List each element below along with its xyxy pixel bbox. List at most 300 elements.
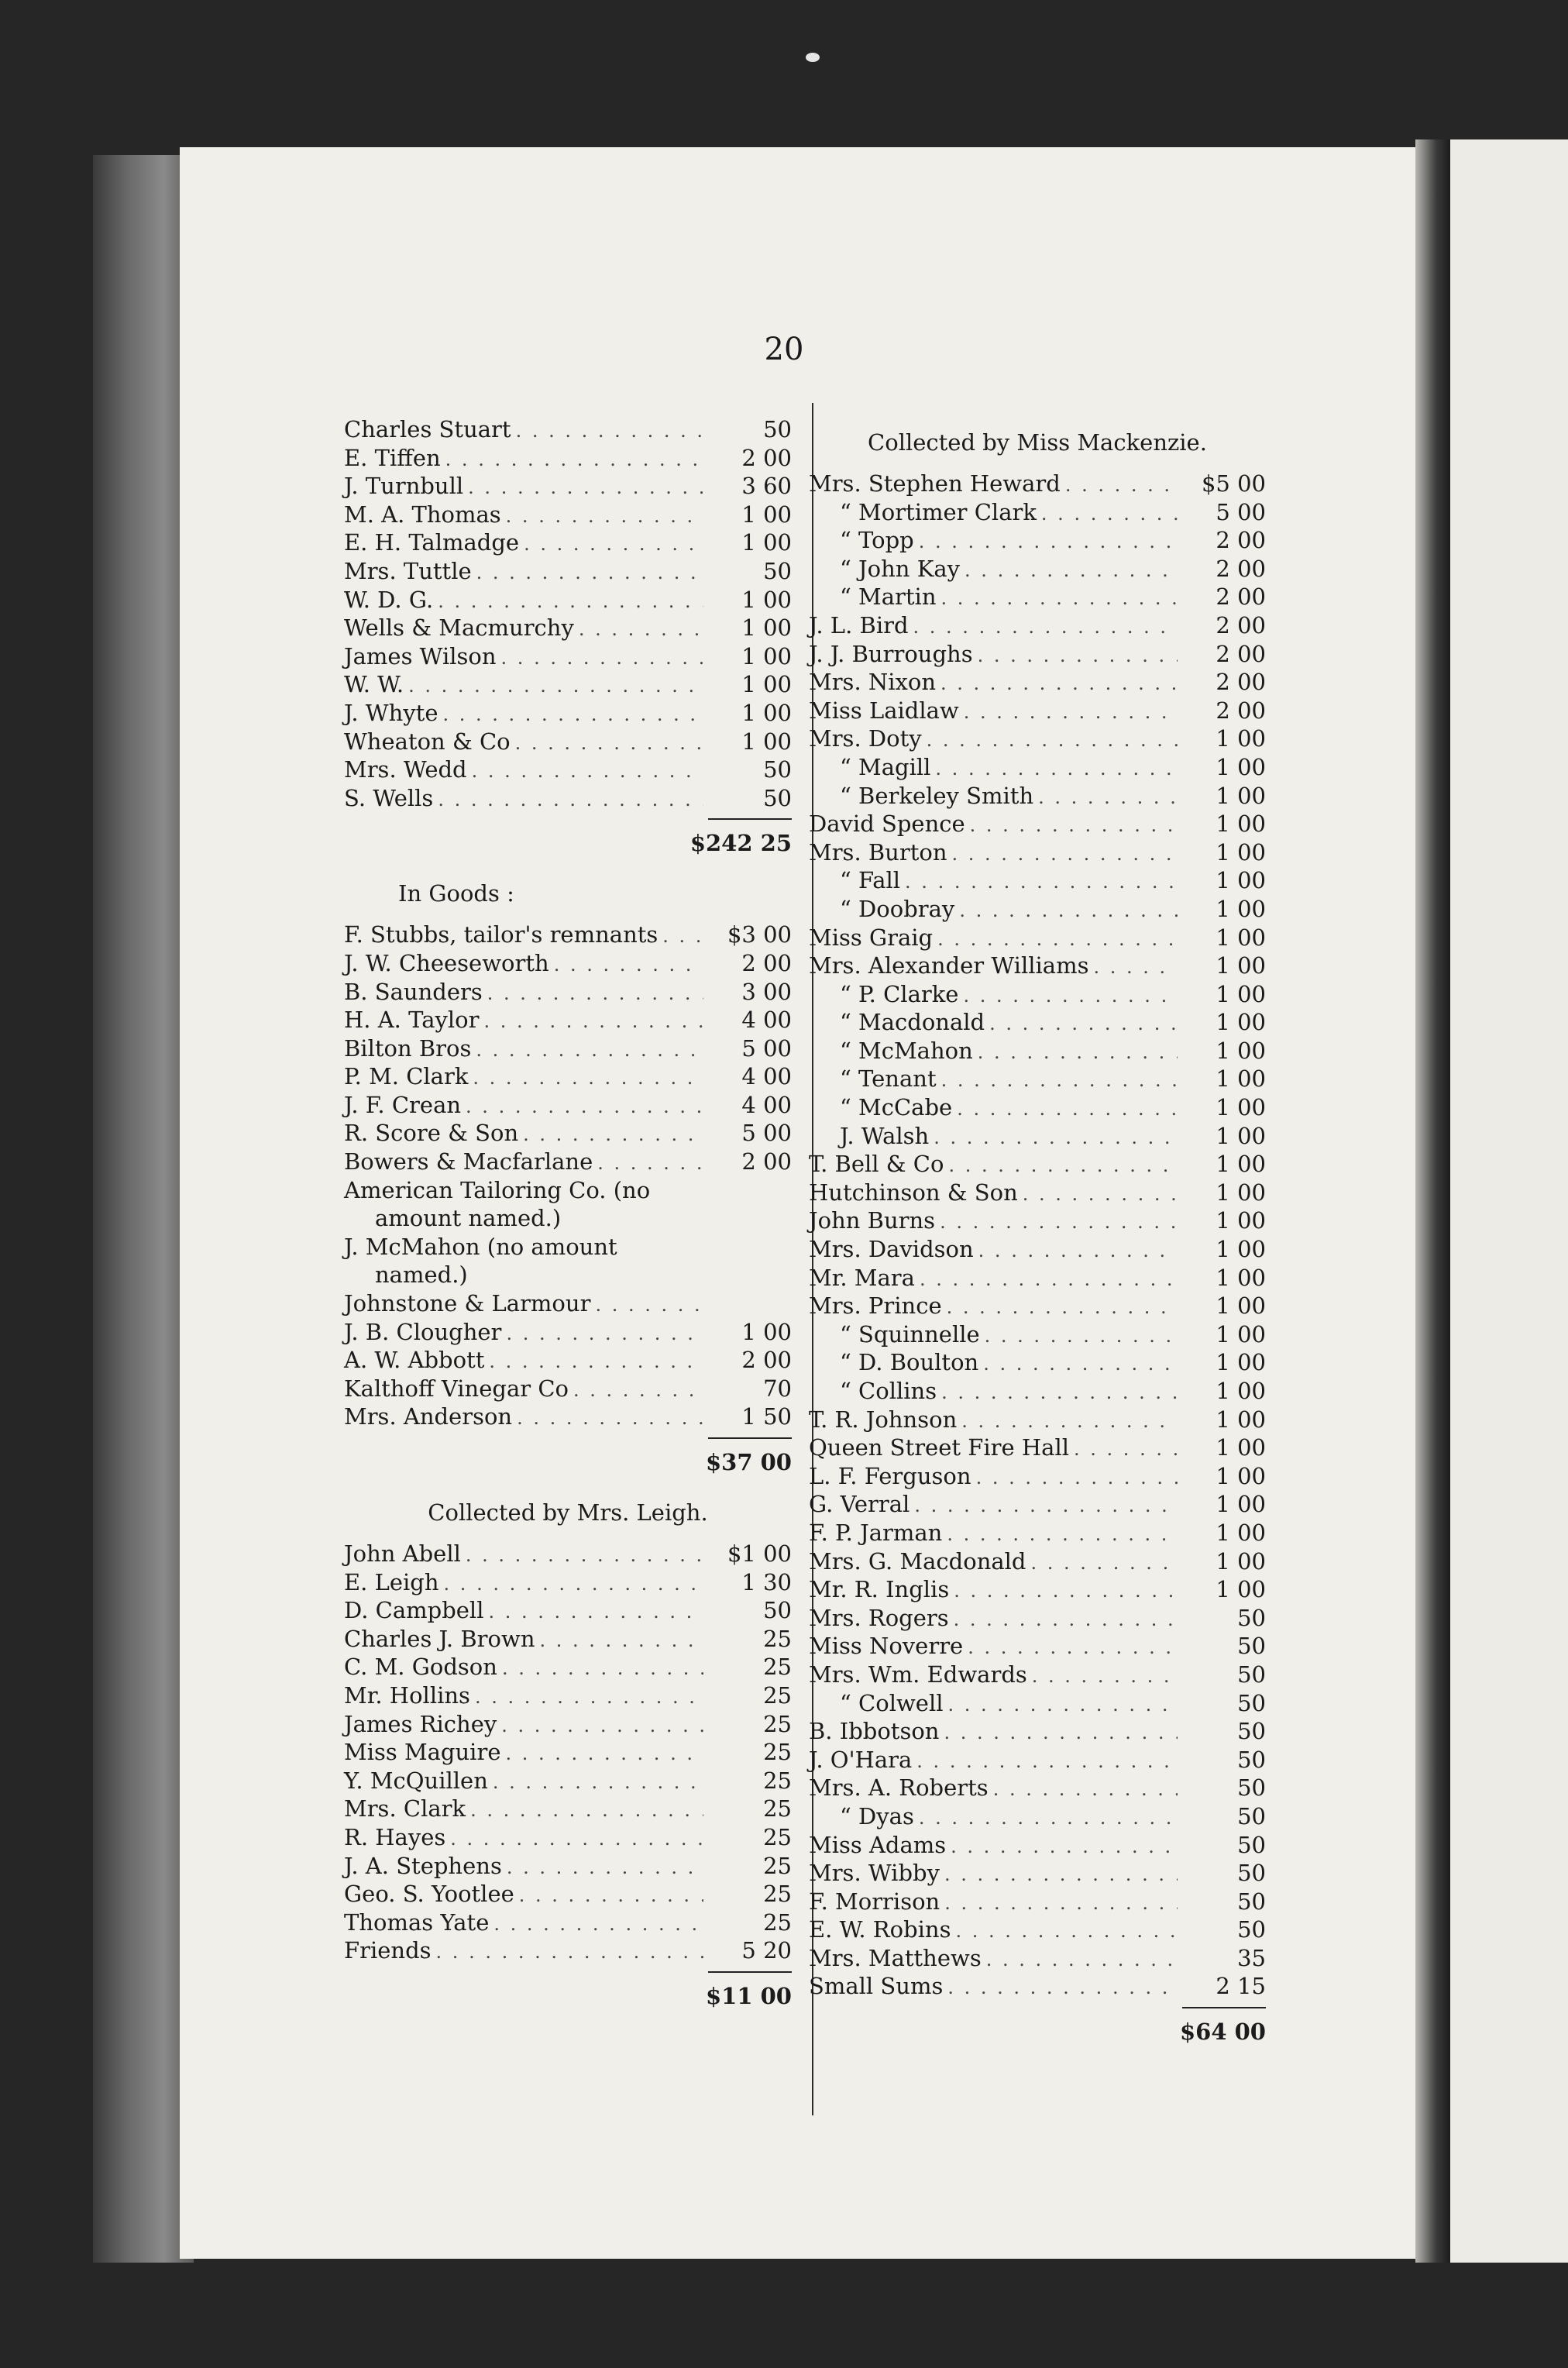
dot-leader [976,1464,1178,1492]
dot-leader [443,700,704,729]
contribution-amount: 1 00 [1216,1292,1266,1320]
contribution-amount: 3 00 [741,978,792,1005]
dot-leader [989,1010,1178,1038]
contributor-name: David Spence [809,811,965,838]
dot-leader [957,1095,1178,1124]
dot-leader [445,446,703,474]
contribution-amount: 1 00 [741,642,792,669]
contribution-amount: 1 00 [1216,1094,1266,1121]
dot-leader [1032,1662,1178,1691]
contributor-name: Mr. Mara [809,1264,915,1291]
list-item [809,1235,1266,1264]
dot-leader [468,473,703,502]
list-item [809,1434,1266,1462]
contributor-name: J. Whyte [344,699,438,726]
contributor-name: E. H. Talmadge [344,529,520,556]
contributor-name: F. Stubbs, tailor's remnants [344,921,658,948]
contribution-amount: 35 [1237,1944,1266,1971]
list-item [809,1944,1266,1973]
dot-leader [934,1124,1178,1152]
contribution-amount: 1 00 [1216,1378,1266,1404]
dot-leader [573,1376,703,1405]
contributor-name: T. Bell & Co [809,1151,944,1178]
contributor-name: Mrs. Clark [344,1795,466,1822]
contributor-name: “ John Kay [840,555,961,582]
list-item [344,472,792,501]
dot-leader [963,982,1178,1010]
contributor-name: J. A. Stephens [344,1852,502,1879]
list-item [809,526,1266,555]
list-item [809,555,1266,583]
contributor-name: D. Campbell [344,1597,484,1624]
contributor-name: Miss Maguire [344,1739,501,1766]
contributor-name: Kalthoff Vinegar Co [344,1375,569,1402]
list-item [809,1008,1266,1037]
dot-leader [506,1320,703,1348]
dot-leader [438,786,703,814]
dot-leader [955,1917,1178,1946]
contribution-amount: 2 15 [1216,1973,1266,2000]
contribution-amount: 25 [763,1823,792,1850]
dot-leader [436,1938,703,1967]
dot-leader [595,1291,703,1320]
contributor-name: Mrs. Wibby [809,1860,940,1887]
dot-leader [493,1910,703,1939]
dot-leader [944,1719,1178,1747]
contributor-name: Mrs. Doty [809,725,922,752]
list-item [344,1653,792,1681]
contributor-name: Bowers & Macfarlane [344,1148,593,1175]
dot-leader [947,1974,1178,2002]
contributor-name: Mrs. Wedd [344,756,467,783]
contributor-name: Miss Graig [809,924,934,951]
list-item [809,1320,1266,1349]
dot-leader [502,1654,703,1683]
dot-leader [1065,471,1178,500]
contributor-name: P. M. Clark [344,1063,469,1090]
contribution-amount: 1 00 [1216,838,1266,866]
list-item [809,1093,1266,1122]
contributor-name: “ Fall [840,867,901,894]
contribution-amount: 2 00 [1216,611,1266,638]
list-item [344,1006,792,1034]
contribution-amount: 50 [763,756,792,783]
list-item [344,1852,792,1881]
list-item [344,1403,792,1431]
contribution-amount: 4 00 [741,1091,792,1118]
dot-leader [488,1598,703,1626]
list-item [809,866,1266,895]
contribution-amount: 50 [1237,1802,1266,1829]
list-item [809,1604,1266,1633]
list-item [344,1710,792,1739]
dot-leader [941,1378,1178,1407]
contribution-amount: 1 00 [1216,1264,1266,1291]
contribution-amount: 25 [763,1710,792,1737]
list-item [344,528,792,557]
contributor-name: “ Martin [840,583,937,611]
contribution-amount: 25 [763,1852,792,1879]
dot-leader [444,1570,703,1599]
dot-leader [941,584,1178,613]
contribution-amount: 1 00 [1216,1065,1266,1093]
dot-leader [927,726,1178,755]
goods-total [344,1437,792,1485]
contributor-name: Friends [344,1937,432,1964]
dot-leader [523,1120,703,1149]
goods-heading: In Goods : [398,880,514,907]
contributor-name: Mrs. Alexander Williams [809,952,1089,979]
contribution-amount: 1 00 [1216,867,1266,894]
dot-leader [524,530,703,559]
dot-leader [466,1093,703,1121]
list-item [809,1972,1266,2001]
list-item [344,1176,792,1233]
contributor-name: “ Macdonald [840,1009,985,1036]
dot-leader [476,1036,703,1065]
list-item [809,952,1266,980]
contribution-amount: 1 00 [1216,782,1266,809]
dot-leader [1041,500,1178,528]
dot-leader [919,1804,1178,1833]
dot-leader [579,615,703,644]
contributor-name: S. Wells [344,784,434,811]
contribution-amount: 50 [1237,1718,1266,1745]
list-item [344,1909,792,1937]
contribution-amount: 50 [1237,1916,1266,1943]
list-item [809,895,1266,924]
list-item [344,1681,792,1710]
mackenzie-total [809,2007,1266,2055]
list-item [809,668,1266,697]
contribution-amount: 4 00 [741,1063,792,1090]
contributor-name: Y. McQuillen [344,1767,488,1794]
contribution-amount: 1 00 [1216,1462,1266,1489]
contributor-name: Mrs. Davidson [809,1236,974,1263]
contribution-amount: $5 00 [1201,470,1266,497]
facing-page-edge [1450,139,1568,2263]
contribution-amount: 1 00 [1216,811,1266,838]
contribution-amount: 25 [763,1739,792,1766]
contribution-amount: 1 00 [1216,1519,1266,1546]
dot-leader [905,868,1178,897]
list-item [809,838,1266,867]
contribution-amount: 50 [763,557,792,584]
list-item [809,1179,1266,1207]
dust-speck [806,53,820,62]
list-item [344,1346,792,1375]
contribution-amount: 50 [1237,1888,1266,1915]
contribution-amount: 50 [763,1597,792,1624]
dot-leader [970,811,1178,840]
contributor-name: “ Magill [840,753,931,780]
contributor-name: H. A. Taylor [344,1007,480,1034]
list-item [809,611,1266,640]
note-line: named.) [375,1261,468,1289]
dot-leader [947,1293,1178,1322]
dot-leader [919,528,1178,556]
list-item [809,782,1266,811]
contributor-name: Mr. R. Inglis [809,1576,950,1603]
list-item [344,699,792,728]
list-item [809,1802,1266,1831]
contribution-amount: 25 [763,1909,792,1936]
contributor-name: “ Berkeley Smith [840,782,1034,809]
section-total [344,818,792,866]
dot-leader [483,1007,703,1036]
contribution-amount: 25 [763,1767,792,1794]
contributor-name: E. Tiffen [344,444,441,471]
contributor-name: Wheaton & Co [344,728,511,755]
contribution-amount: 1 00 [1216,725,1266,752]
contributor-name: Miss Adams [809,1831,947,1858]
list-item [344,1880,792,1909]
contributor-name: R. Score & Son [344,1120,519,1147]
dot-leader [450,1825,703,1853]
dot-leader [473,1064,703,1093]
contributor-name: Small Sums [809,1973,944,2000]
list-item [809,1490,1266,1519]
contributor-name: Charles J. Brown [344,1625,535,1652]
contributor-name: J. F. Crean [344,1091,462,1118]
dot-leader [985,1322,1178,1351]
contribution-amount: 50 [1237,1633,1266,1660]
contributor-name: E. W. Robins [809,1916,951,1943]
note-line: amount named.) [375,1205,562,1232]
list-item [809,1462,1266,1491]
dot-leader [501,644,703,673]
contribution-amount: 1 00 [1216,1207,1266,1234]
list-item [809,1831,1266,1860]
contributor-name: Mrs. Burton [809,838,947,866]
contributor-name: Mrs. Anderson [344,1403,513,1430]
dot-leader [507,1853,703,1882]
dot-leader [951,1833,1178,1861]
list-item [344,1034,792,1063]
dot-leader [948,1691,1178,1719]
list-item [809,1348,1266,1377]
contribution-amount: 2 00 [1216,555,1266,582]
contributor-name: Miss Laidlaw [809,697,959,724]
dot-leader [501,1712,703,1740]
list-item [344,1375,792,1403]
contributor-name: Mrs. G. Macdonald [809,1547,1026,1575]
contributor-name: John Burns [809,1207,936,1234]
contribution-amount: 1 00 [741,699,792,726]
list-item [344,921,792,949]
right-column [809,415,1266,2055]
dot-leader [554,951,703,979]
dot-leader [515,729,703,758]
list-item [809,810,1266,838]
contribution-amount: 5 00 [741,1120,792,1147]
dot-leader [506,502,703,531]
list-item [809,753,1266,782]
dot-leader [952,840,1178,869]
contribution-amount: 2 00 [1216,697,1266,724]
contribution-amount: 25 [763,1795,792,1822]
list-item [809,1774,1266,1802]
contributor-name: J. W. Cheeseworth [344,949,549,976]
contribution-amount: 50 [1237,1689,1266,1716]
contributor-name: Mr. Hollins [344,1681,470,1709]
dot-leader [941,1066,1178,1095]
list-item [809,1264,1266,1292]
dot-leader [935,755,1178,783]
dot-leader [493,1768,703,1797]
dot-leader [472,757,703,786]
contributor-name: R. Hayes [344,1823,446,1850]
mackenzie-heading: Collected by Miss Mackenzie. [868,429,1207,456]
dot-leader [961,1407,1178,1436]
dot-leader [475,1683,703,1712]
list-item [809,1547,1266,1576]
dot-leader [964,698,1178,727]
contributor-name: Miss Noverre [809,1633,964,1660]
left-column [344,415,792,2019]
contribution-amount: 5 00 [1216,498,1266,525]
book-page-edge [93,155,194,2263]
contributor-name: F. Morrison [809,1888,940,1915]
dot-leader [940,1208,1178,1237]
contribution-amount: 2 00 [1216,583,1266,611]
list-item [809,924,1266,952]
contributor-name: “ McMahon [840,1037,973,1064]
list-item [344,1738,792,1767]
list-item [344,1062,792,1091]
contributor-name: Hutchinson & Son [809,1179,1018,1206]
total-amount: $64 00 [1180,2019,1266,2046]
list-item [809,1888,1266,1916]
list-item [344,784,792,813]
contributor-name: Mrs. Matthews [809,1944,982,1971]
contributor-name: L. F. Ferguson [809,1462,971,1489]
contribution-amount: 1 00 [1216,1434,1266,1461]
list-item [344,1823,792,1852]
contribution-amount: 50 [763,416,792,442]
contribution-amount: 50 [1237,1831,1266,1858]
contribution-amount: 1 30 [741,1568,792,1595]
leigh-total [344,1971,792,2019]
list-item [344,1625,792,1654]
dot-leader [519,1881,703,1910]
dot-leader [947,1520,1178,1549]
dot-leader [516,417,703,446]
list-item [809,1406,1266,1434]
contributor-name: F. P. Jarman [809,1519,943,1546]
list-item [809,1150,1266,1179]
contribution-amount: 25 [763,1681,792,1709]
contributor-name: John Abell [344,1540,461,1567]
contribution-amount: 1 00 [741,501,792,528]
contributor-name: J. J. Burroughs [809,640,973,667]
list-item [344,949,792,978]
contribution-amount: 1 00 [741,671,792,698]
contributor-name: James Wilson [344,642,497,669]
list-item [809,1519,1266,1547]
contribution-amount: 1 00 [1216,1547,1266,1575]
contributor-name: “ Tenant [840,1065,937,1093]
page-number: 20 [764,332,804,367]
contribution-amount: 1 00 [741,728,792,755]
list-item [344,1318,792,1347]
contributor-name: W. D. G. [344,586,434,613]
dot-leader [978,1237,1178,1265]
contribution-amount: 2 00 [1216,640,1266,667]
list-item [344,755,792,784]
contributor-name: A. W. Abbott [344,1347,485,1374]
list-item [344,670,792,699]
list-item [344,1233,792,1289]
contribution-amount: 1 00 [1216,1236,1266,1263]
contributor-name: “ Colwell [840,1689,944,1716]
list-item [809,470,1266,498]
dot-leader [662,922,703,951]
contribution-amount: 25 [763,1881,792,1908]
dot-leader [993,1775,1178,1804]
dot-leader [438,587,703,616]
list-item [344,1795,792,1823]
list-item [809,1037,1266,1065]
contributor-name: “ Dyas [840,1802,914,1829]
dot-leader [978,642,1178,670]
contribution-amount: 2 00 [1216,527,1266,554]
list-item [344,1540,792,1568]
contributor-name: M. A. Thomas [344,501,501,528]
list-item [809,1915,1266,1944]
list-item [344,1596,792,1625]
dot-leader [1023,1180,1178,1209]
list-item [344,614,792,642]
contribution-amount: 1 00 [1216,1349,1266,1376]
dot-leader [470,1796,703,1825]
list-item [809,1206,1266,1235]
list-item [809,498,1266,527]
contribution-amount: 50 [1237,1774,1266,1802]
list-item [344,444,792,473]
contribution-amount: 1 00 [1216,1406,1266,1433]
contribution-amount: 2 00 [1216,669,1266,696]
list-item [809,1122,1266,1151]
dot-leader [517,1404,703,1433]
contribution-amount: 1 00 [1216,924,1266,951]
list-item [809,1575,1266,1604]
list-item [809,1292,1266,1320]
contribution-amount: 3 60 [741,473,792,500]
dot-leader [489,1347,703,1376]
total-amount: $11 00 [706,1982,792,2009]
contributor-name: Bilton Bros [344,1034,472,1062]
contribution-amount: 50 [1237,1661,1266,1688]
list-item [344,586,792,614]
dot-leader [408,672,703,700]
contribution-amount: 1 00 [1216,895,1266,922]
contribution-amount: 1 00 [1216,980,1266,1007]
contribution-amount: 1 00 [741,614,792,642]
leigh-heading: Collected by Mrs. Leigh. [428,1499,708,1526]
contribution-amount: 2 00 [741,949,792,976]
dot-leader [916,1747,1178,1776]
dot-leader [1093,953,1178,982]
contributor-name: Mrs. Prince [809,1292,942,1320]
contributor-name: “ Topp [840,527,914,554]
contribution-amount: 70 [763,1375,792,1402]
total-amount: $37 00 [706,1449,792,1475]
contribution-amount: 50 [1237,1604,1266,1631]
list-item [344,1936,792,1965]
contributor-name: J. Turnbull [344,473,464,500]
dot-leader [466,1541,703,1570]
